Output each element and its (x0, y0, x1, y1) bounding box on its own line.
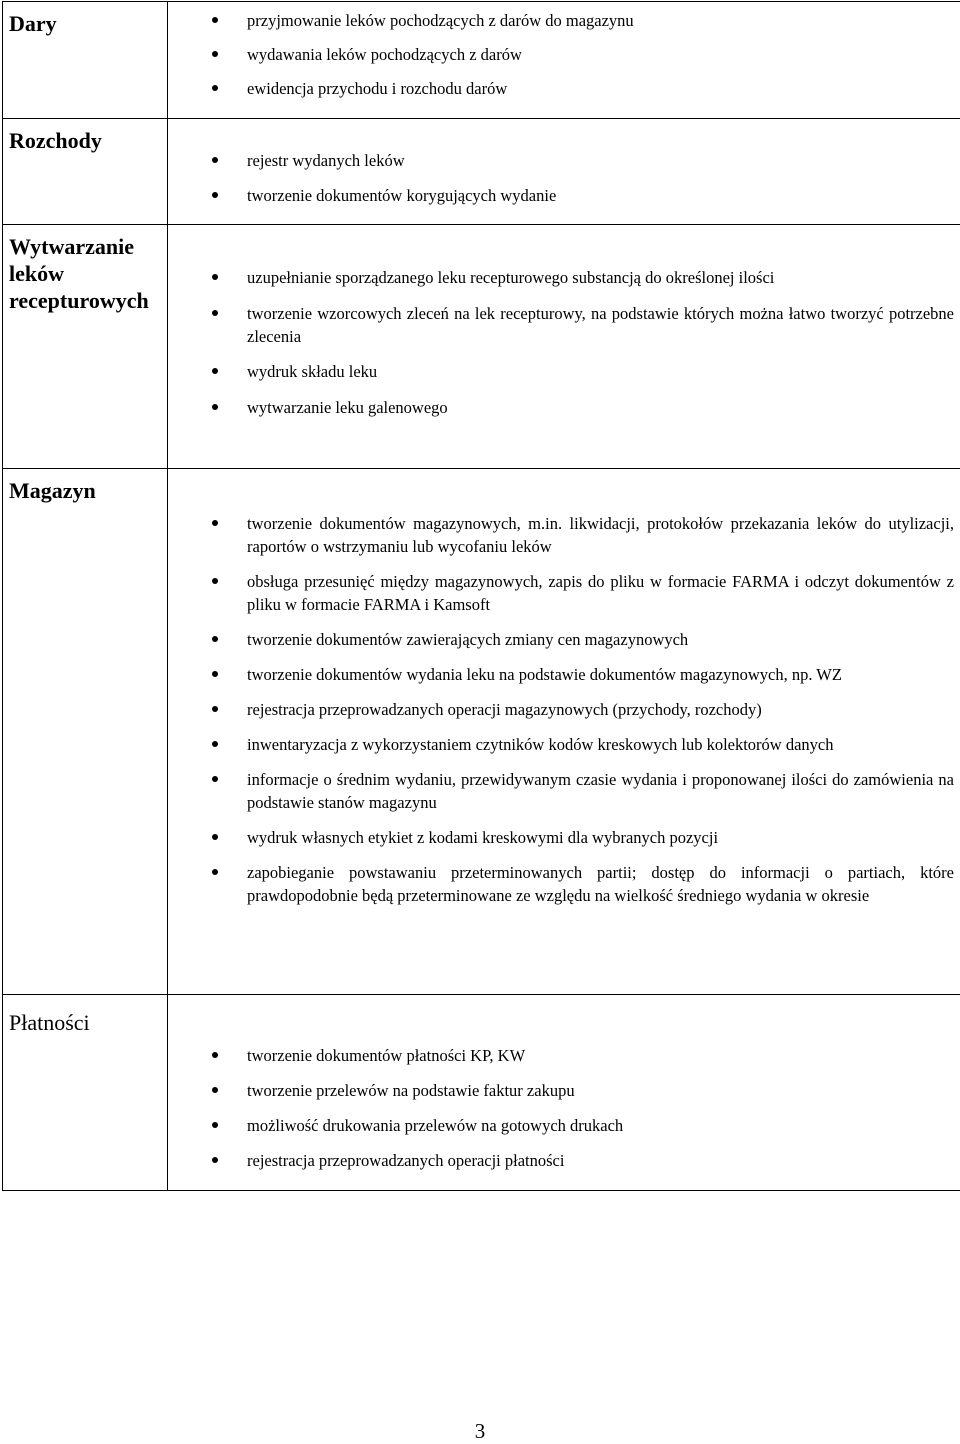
list-item: informacje o średnim wydaniu, przewidywanym czasie wydania i proponowanej ilości do zamówienia na podstawie stanów magazynu (168, 768, 960, 814)
section-items-cell (168, 119, 960, 225)
list-item: wydruk składu leku (168, 360, 960, 383)
section-title: Wytwarzanie leków recepturowych (9, 234, 149, 313)
list-item: ewidencja przychodu i rozchodu darów (168, 77, 960, 100)
section-row-dary (3, 2, 960, 119)
section-label-cell (3, 119, 168, 225)
bullet-icon (212, 157, 218, 163)
section-row-magazyn (3, 469, 960, 995)
list-item: wytwarzanie leku galenowego (168, 396, 960, 419)
section-row-wytwarzanie (3, 225, 960, 469)
bullet-icon (212, 17, 218, 23)
bullet-list (168, 2, 960, 100)
list-item: uzupełnianie sporządzanego leku recepturowego substancją do określonej ilości (168, 266, 960, 289)
list-item: tworzenie dokumentów zawierających zmiany cen magazynowych (168, 628, 960, 651)
features-table (2, 1, 960, 1191)
bullet-icon (212, 671, 218, 677)
section-title: Płatności (9, 1010, 90, 1035)
section-row-platnosci (3, 995, 960, 1191)
bullet-icon (212, 85, 218, 91)
bullet-icon (212, 192, 218, 198)
section-items-cell (168, 225, 960, 469)
bullet-icon (212, 404, 218, 410)
section-title: Dary (9, 11, 57, 36)
list-item: rejestr wydanych leków (168, 149, 960, 172)
bullet-icon (212, 1122, 218, 1128)
list-item: tworzenie dokumentów magazynowych, m.in. likwidacji, protokołów przekazania leków do utylizacji, raportów o wstrzymaniu lub wycofaniu leków (168, 512, 960, 558)
section-label-cell (3, 995, 168, 1191)
section-items-cell (168, 995, 960, 1191)
list-item: wydawania leków pochodzących z darów (168, 43, 960, 66)
list-item: tworzenie przelewów na podstawie faktur zakupu (168, 1079, 960, 1102)
bullet-icon (212, 776, 218, 782)
list-item: tworzenie wzorcowych zleceń na lek recepturowy, na podstawie których można łatwo tworzyć potrzebne zlecenia (168, 302, 960, 348)
list-item: inwentaryzacja z wykorzystaniem czytników kodów kreskowych lub kolektorów danych (168, 733, 960, 756)
section-title: Magazyn (9, 478, 96, 503)
bullet-icon (212, 368, 218, 374)
bullet-icon (212, 1087, 218, 1093)
section-label-cell (3, 225, 168, 469)
bullet-icon (212, 310, 218, 316)
bullet-list (168, 469, 960, 907)
bullet-icon (212, 578, 218, 584)
bullet-icon (212, 520, 218, 526)
list-item: możliwość drukowania przelewów na gotowych drukach (168, 1114, 960, 1137)
list-item: rejestracja przeprowadzanych operacji płatności (168, 1149, 960, 1172)
bullet-icon (212, 274, 218, 280)
list-item: przyjmowanie leków pochodzących z darów do magazynu (168, 9, 960, 32)
bullet-list (168, 225, 960, 419)
bullet-icon (212, 741, 218, 747)
section-items-cell (168, 469, 960, 995)
bullet-list (168, 995, 960, 1172)
list-item: tworzenie dokumentów korygujących wydanie (168, 184, 960, 207)
section-label-cell (3, 469, 168, 995)
bullet-icon (212, 1052, 218, 1058)
bullet-list (168, 119, 960, 207)
list-item: tworzenie dokumentów płatności KP, KW (168, 1044, 960, 1067)
list-item: tworzenie dokumentów wydania leku na podstawie dokumentów magazynowych, np. WZ (168, 663, 960, 686)
list-item: rejestracja przeprowadzanych operacji magazynowych (przychody, rozchody) (168, 698, 960, 721)
bullet-icon (212, 834, 218, 840)
bullet-icon (212, 1157, 218, 1163)
bullet-icon (212, 706, 218, 712)
bullet-icon (212, 636, 218, 642)
section-label-cell (3, 2, 168, 119)
list-item: zapobieganie powstawaniu przeterminowanych partii; dostęp do informacji o partiach, które prawdopodobnie będą przeterminowane ze względu na wielkość średniego wydania w okresie (168, 861, 960, 907)
bullet-icon (212, 869, 218, 875)
bullet-icon (212, 51, 218, 57)
section-row-rozchody (3, 119, 960, 225)
list-item: obsługa przesunięć między magazynowych, zapis do pliku w formacie FARMA i odczyt dokumentów z pliku w formacie FARMA i Kamsoft (168, 570, 960, 616)
page-number: 3 (474, 1419, 486, 1443)
section-title: Rozchody (9, 128, 102, 153)
list-item: wydruk własnych etykiet z kodami kreskowymi dla wybranych pozycji (168, 826, 960, 849)
section-items-cell (168, 2, 960, 119)
